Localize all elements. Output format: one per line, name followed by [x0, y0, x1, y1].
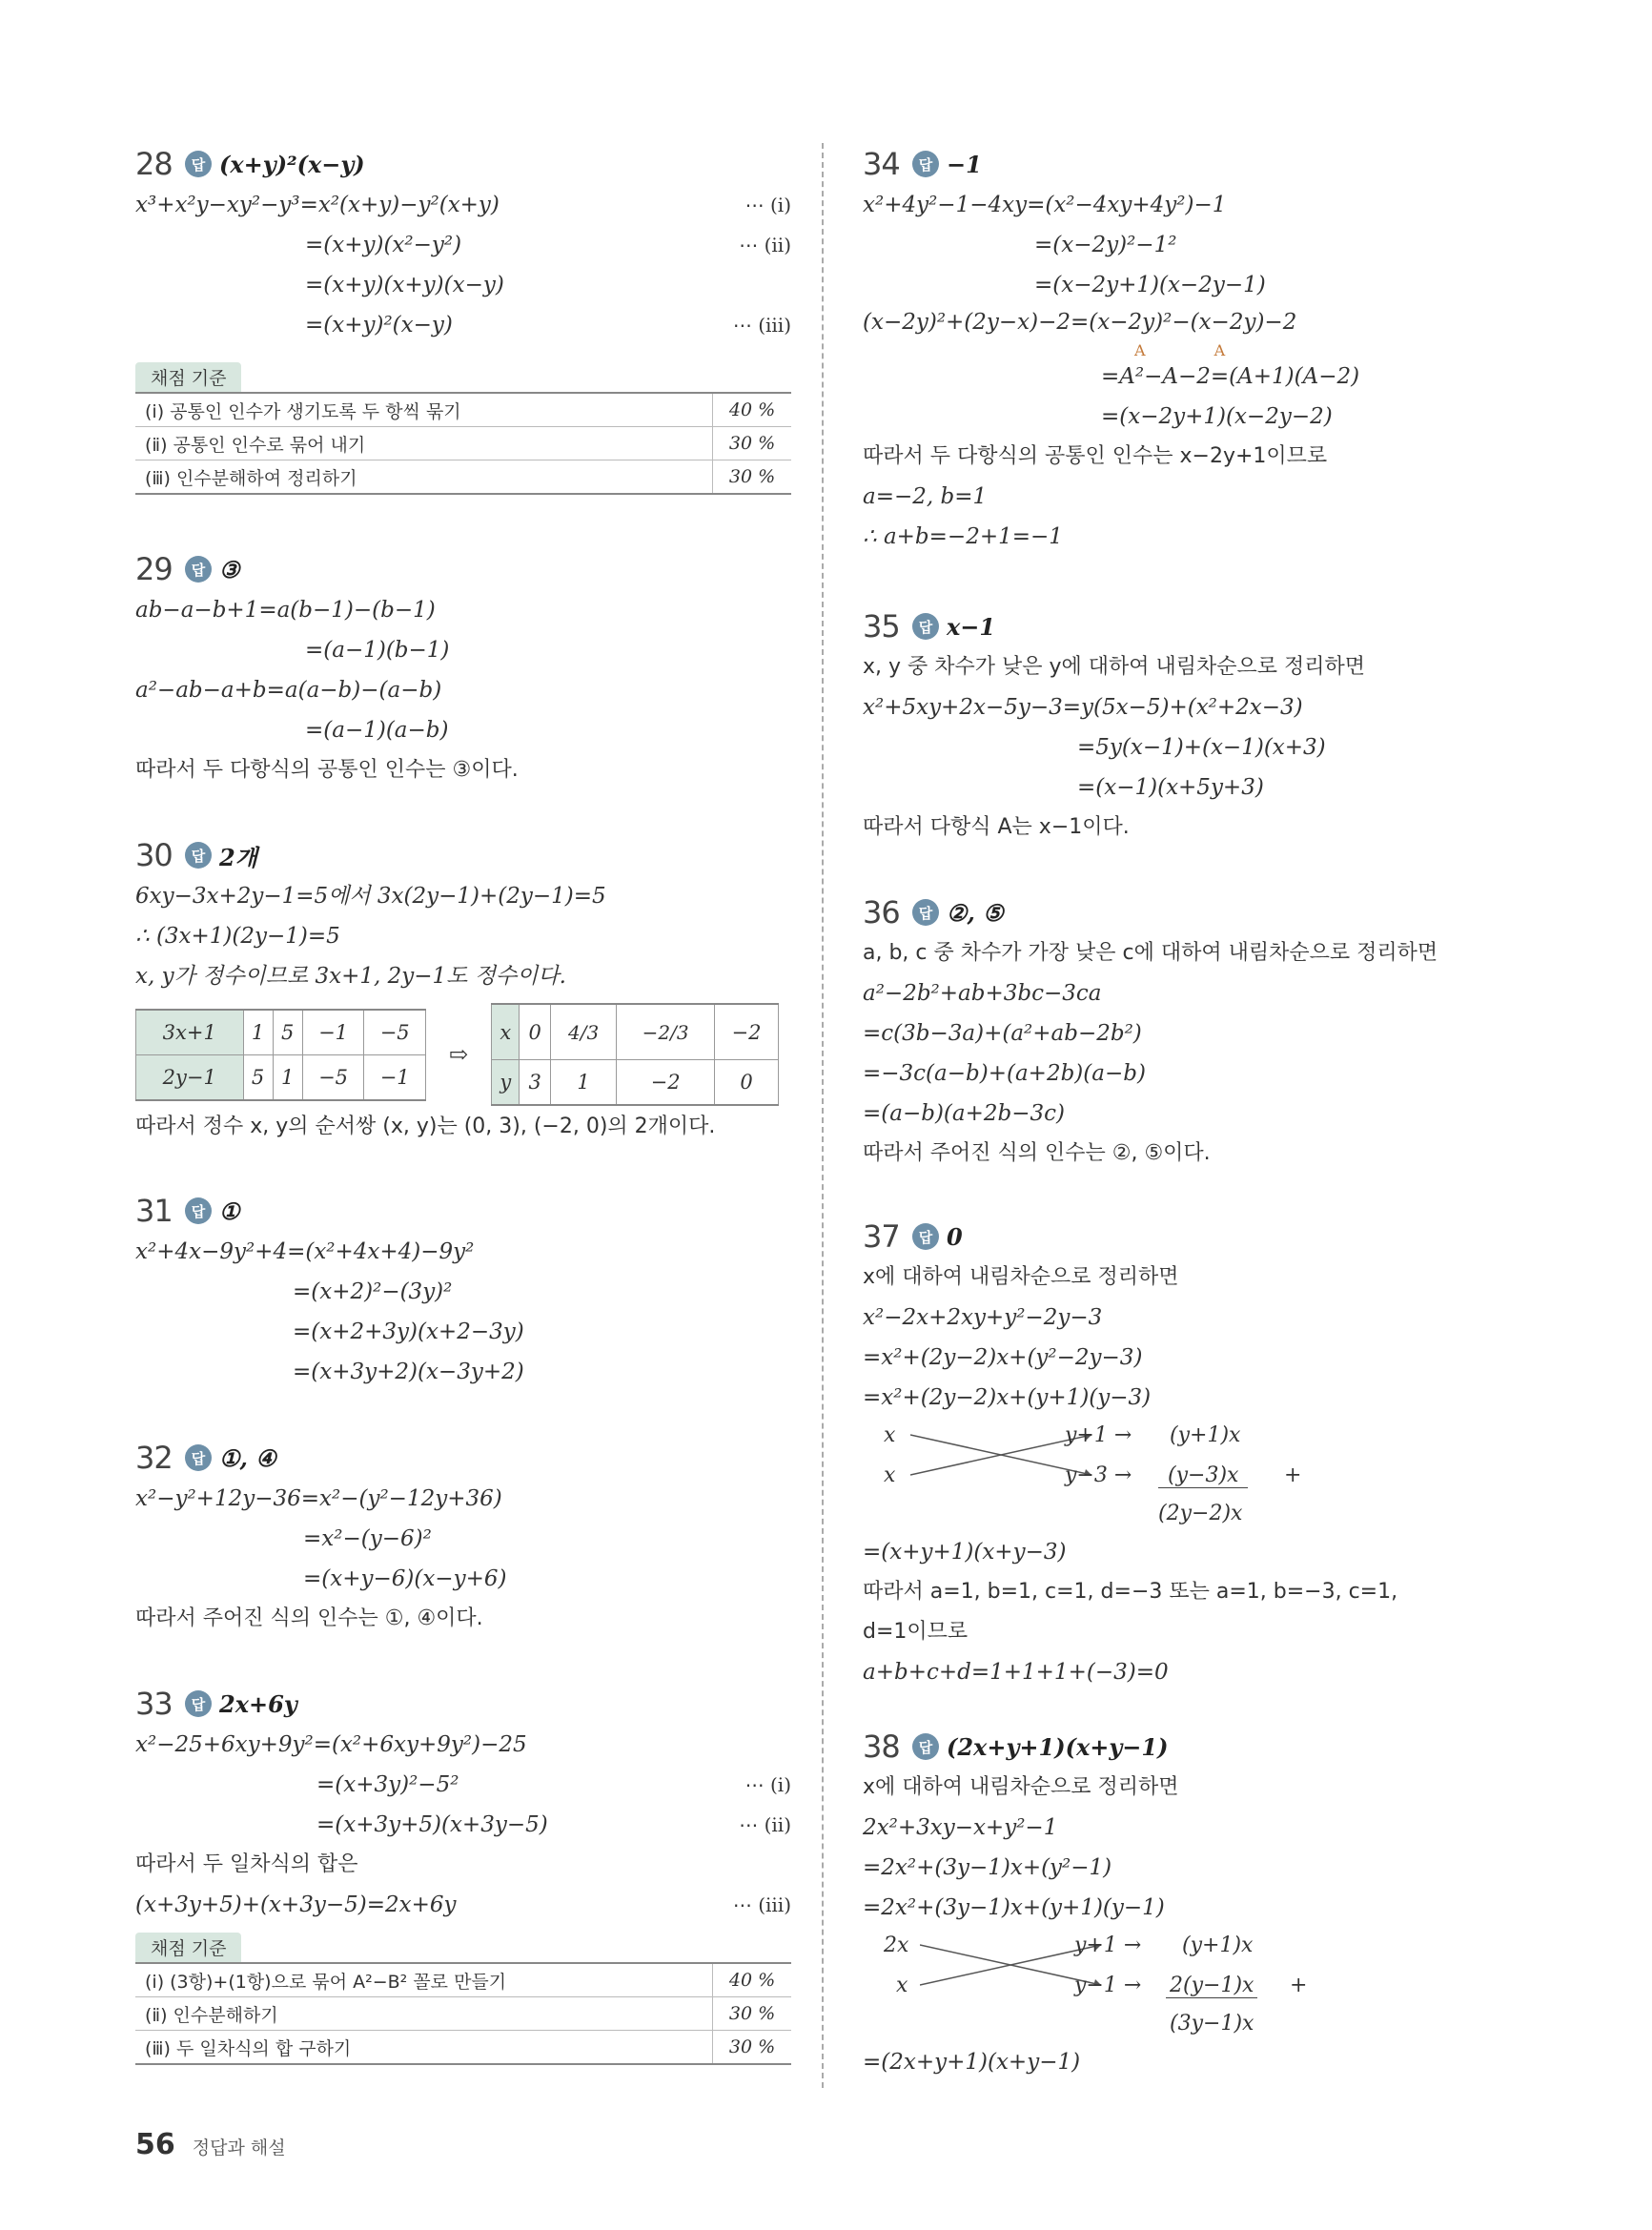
problem-number: 33: [135, 1686, 173, 1722]
problem-36: [863, 891, 1520, 1174]
math-line: =x²−(y−6)²: [303, 1526, 432, 1551]
criteria-title: 채점 기준: [135, 362, 241, 392]
problem-number: 35: [863, 608, 900, 644]
criteria-row: (ⅱ) 공통인 인수로 묶어 내기 30 %: [135, 427, 791, 460]
cross-term: y+1 →: [1065, 1423, 1132, 1447]
answer-badge: 답: [185, 842, 212, 869]
problem-32: [135, 1437, 791, 1639]
problem-38: [863, 1726, 1520, 2082]
cross-term: y−1 →: [1074, 1974, 1142, 1997]
problem-35: [863, 605, 1520, 848]
math-line: =(x+2)²−(3y)²: [293, 1279, 453, 1304]
criteria-row: (ⅲ) 인수분해하여 정리하기 30 %: [135, 460, 791, 495]
cross-multiplication: [863, 1928, 1520, 2042]
page-footer: [135, 2128, 286, 2161]
answer: (x+y)²(x−y): [219, 150, 365, 178]
cross-term: (y+1)x: [1170, 1423, 1241, 1447]
problem-number: 34: [863, 146, 900, 182]
criteria-row: (ⅱ) 인수분해하기 30 %: [135, 1997, 791, 2031]
math-line: a²−ab−a+b=a(a−b)−(a−b): [135, 678, 442, 703]
problem-number: 30: [135, 837, 173, 873]
math-line: x, y가 정수이므로 3x+1, 2y−1도 정수이다.: [135, 964, 566, 989]
text-line: 따라서 두 일차식의 합은: [135, 1852, 358, 1876]
math-line: =x²+(2y−2)x+(y+1)(y−3): [863, 1385, 1152, 1410]
math-line: =A²−A−2=(A+1)(A−2): [1101, 364, 1360, 389]
math-line: =(x+y)²(x−y) ⋯ (ⅲ): [305, 313, 791, 338]
math-line: =(x+y−6)(x−y+6): [303, 1566, 507, 1591]
cross-term: x: [884, 1423, 896, 1447]
answer: x−1: [947, 612, 996, 641]
problem-30: [135, 834, 791, 1147]
plus-sign: +: [1290, 1974, 1308, 1997]
math-line: =(a−1)(a−b): [305, 718, 449, 743]
math-line: x³+x²y−xy²−y³=x²(x+y)−y²(x+y) ⋯ (ⅰ): [135, 193, 791, 217]
math-line: ∴ (3x+1)(2y−1)=5: [135, 924, 340, 949]
scoring-criteria: [135, 1933, 791, 2065]
problem-number: 29: [135, 551, 173, 587]
factor-table: 3x+1 1 5 −1 −5 2y−1 5 1 −5 −1: [135, 1009, 426, 1101]
answer: 2개: [219, 843, 257, 871]
text-line: a, b, c 중 차수가 가장 낮은 c에 대하여 내림차순으로 정리하면: [863, 941, 1438, 965]
math-line: =(x+y)(x+y)(x−y): [305, 273, 504, 297]
sub-label: A: [1214, 341, 1226, 359]
cross-term: (y−3)x: [1158, 1463, 1248, 1488]
cross-term: y−3 →: [1065, 1463, 1132, 1487]
text-line: 따라서 정수 x, y의 순서쌍 (x, y)는 (0, 3), (−2, 0)의 2개이다.: [135, 1115, 716, 1138]
text-line: x에 대하여 내림차순으로 정리하면: [863, 1775, 1179, 1799]
answer: ②, ⑤: [947, 898, 1004, 927]
cross-term: x: [896, 1974, 908, 1997]
plus-sign: +: [1284, 1463, 1302, 1487]
problem-number: 37: [863, 1218, 900, 1255]
math-line: =(x−1)(x+5y+3): [1077, 775, 1264, 800]
answer-badge: 답: [912, 899, 939, 926]
problem-37: [863, 1216, 1520, 1692]
answer: 0: [947, 1222, 963, 1251]
math-line: =(x+3y+2)(x−3y+2): [293, 1360, 524, 1384]
cross-term: x: [884, 1463, 896, 1487]
math-line: =(x+3y)²−5² ⋯ (ⅰ): [316, 1772, 791, 1797]
text-line: 따라서 다항식 A는 x−1이다.: [863, 815, 1130, 839]
problem-34: [863, 143, 1520, 557]
cross-sum: (3y−1)x: [1170, 2012, 1254, 2036]
math-line: x²−y²+12y−36=x²−(y²−12y+36): [135, 1486, 502, 1511]
answer: 2x+6y: [219, 1689, 297, 1718]
math-line: a²−2b²+ab+3bc−3ca: [863, 981, 1102, 1006]
math-line: (x+3y+5)+(x+3y−5)=2x+6y ⋯ (ⅲ): [135, 1892, 791, 1917]
math-line: =(x+y+1)(x+y−3): [863, 1540, 1067, 1565]
math-line: =(x+3y+5)(x+3y−5) ⋯ (ⅱ): [316, 1812, 791, 1837]
answer: ①: [219, 1197, 240, 1225]
cross-term: 2(y−1)x: [1166, 1974, 1257, 1998]
cross-term: (y+1)x: [1182, 1933, 1254, 1957]
answer: ③: [219, 555, 240, 583]
math-line: =(x+y)(x²−y²) ⋯ (ⅱ): [305, 233, 791, 257]
math-line: =2x²+(3y−1)x+(y+1)(y−1): [863, 1895, 1165, 1920]
problem-number: 32: [135, 1440, 173, 1476]
answer-badge: 답: [912, 1733, 939, 1760]
criteria-title: 채점 기준: [135, 1933, 241, 1962]
text-line: x에 대하여 내림차순으로 정리하면: [863, 1265, 1179, 1289]
math-line: =c(3b−3a)+(a²+ab−2b²): [863, 1021, 1142, 1046]
math-line: a=−2, b=1: [863, 484, 988, 509]
math-line: =(a−b)(a+2b−3c): [863, 1101, 1065, 1126]
text-line: 따라서 두 다항식의 공통인 인수는 x−2y+1이므로: [863, 444, 1328, 468]
cross-term: 2x: [884, 1933, 909, 1957]
problem-number: 31: [135, 1193, 173, 1229]
problem-29: [135, 548, 791, 790]
answer-badge: 답: [185, 1197, 212, 1224]
math-line: =x²+(2y−2)x+(y²−2y−3): [863, 1345, 1143, 1370]
problem-31: [135, 1190, 791, 1392]
sub-label: A: [1134, 341, 1146, 359]
text-line: 따라서 두 다항식의 공통인 인수는 ③이다.: [135, 758, 519, 782]
text-line: x, y 중 차수가 낮은 y에 대하여 내림차순으로 정리하면: [863, 655, 1366, 679]
math-line: =−3c(a−b)+(a+2b)(a−b): [863, 1061, 1146, 1086]
answer: −1: [947, 150, 982, 178]
criteria-row: (ⅰ) 공통인 인수가 생기도록 두 항씩 묶기 40 %: [135, 393, 791, 427]
page-number: 56: [135, 2128, 175, 2161]
math-line: x²−25+6xy+9y²=(x²+6xy+9y²)−25: [135, 1732, 527, 1757]
math-line: =2x²+(3y−1)x+(y²−1): [863, 1855, 1112, 1880]
math-line: a+b+c+d=1+1+1+(−3)=0: [863, 1660, 1169, 1685]
math-line: =(x−2y+1)(x−2y−1): [1034, 273, 1266, 297]
problem-number: 28: [135, 146, 173, 182]
problem-number: 38: [863, 1729, 900, 1765]
cross-multiplication: [863, 1418, 1520, 1532]
arrow-icon: ⇨: [449, 1041, 469, 1068]
math-line: x²+5xy+2x−5y−3=y(5x−5)+(x²+2x−3): [863, 695, 1303, 720]
criteria-row: (ⅲ) 두 일차식의 합 구하기 30 %: [135, 2031, 791, 2065]
problem-28: [135, 143, 791, 495]
math-line: x²+4y²−1−4xy=(x²−4xy+4y²)−1: [863, 193, 1227, 217]
answer-badge: 답: [185, 556, 212, 583]
text-line: d=1이므로: [863, 1620, 969, 1644]
math-line: =5y(x−1)+(x−1)(x+3): [1077, 735, 1326, 760]
math-line: 2x²+3xy−x+y²−1: [863, 1815, 1058, 1840]
scoring-criteria: [135, 362, 791, 495]
tables-row: [135, 1002, 791, 1107]
answer-badge: 답: [912, 1223, 939, 1250]
answer-badge: 답: [185, 1444, 212, 1471]
math-line: ∴ a+b=−2+1=−1: [863, 524, 1063, 549]
problem-number: 36: [863, 894, 900, 931]
column-divider: [822, 143, 824, 2088]
math-line: =(x+2+3y)(x+2−3y): [293, 1320, 524, 1344]
answer: (2x+y+1)(x+y−1): [947, 1732, 1169, 1761]
cross-term: y+1 →: [1074, 1933, 1142, 1957]
math-line: ab−a−b+1=a(b−1)−(b−1): [135, 598, 436, 623]
footer-title: 정답과 해설: [192, 2138, 286, 2158]
answer-badge: 답: [185, 151, 212, 177]
math-line: (x−2y)²+(2y−x)−2=(x−2y)²−(x−2y)−2: [863, 310, 1297, 335]
criteria-row: (ⅰ) (3항)+(1항)으로 묶어 A²−B² 꼴로 만들기 40 %: [135, 1963, 791, 1997]
text-line: 따라서 a=1, b=1, c=1, d=−3 또는 a=1, b=−3, c=1,: [863, 1580, 1398, 1604]
answer-badge: 답: [912, 151, 939, 177]
text-line: 따라서 주어진 식의 인수는 ①, ④이다.: [135, 1606, 483, 1630]
answer-badge: 답: [912, 613, 939, 640]
math-line: x²−2x+2xy+y²−2y−3: [863, 1305, 1103, 1330]
math-line: 6xy−3x+2y−1=5에서 3x(2y−1)+(2y−1)=5: [135, 884, 606, 909]
problem-33: [135, 1683, 791, 2065]
math-line: x²+4x−9y²+4=(x²+4x+4)−9y²: [135, 1239, 475, 1264]
text-line: 따라서 주어진 식의 인수는 ②, ⑤이다.: [863, 1141, 1211, 1165]
math-line: =(2x+y+1)(x+y−1): [863, 2050, 1081, 2075]
answer: ①, ④: [219, 1443, 276, 1472]
math-line: =(x−2y+1)(x−2y−2): [1101, 404, 1333, 429]
math-line: =(x−2y)²−1²: [1034, 233, 1177, 257]
math-line: =(a−1)(b−1): [305, 638, 450, 663]
solution-table: x 0 4/3 −2/3 −2 y 3 1 −2 0: [491, 1003, 779, 1106]
cross-sum: (2y−2)x: [1158, 1502, 1243, 1525]
answer-badge: 답: [185, 1690, 212, 1717]
